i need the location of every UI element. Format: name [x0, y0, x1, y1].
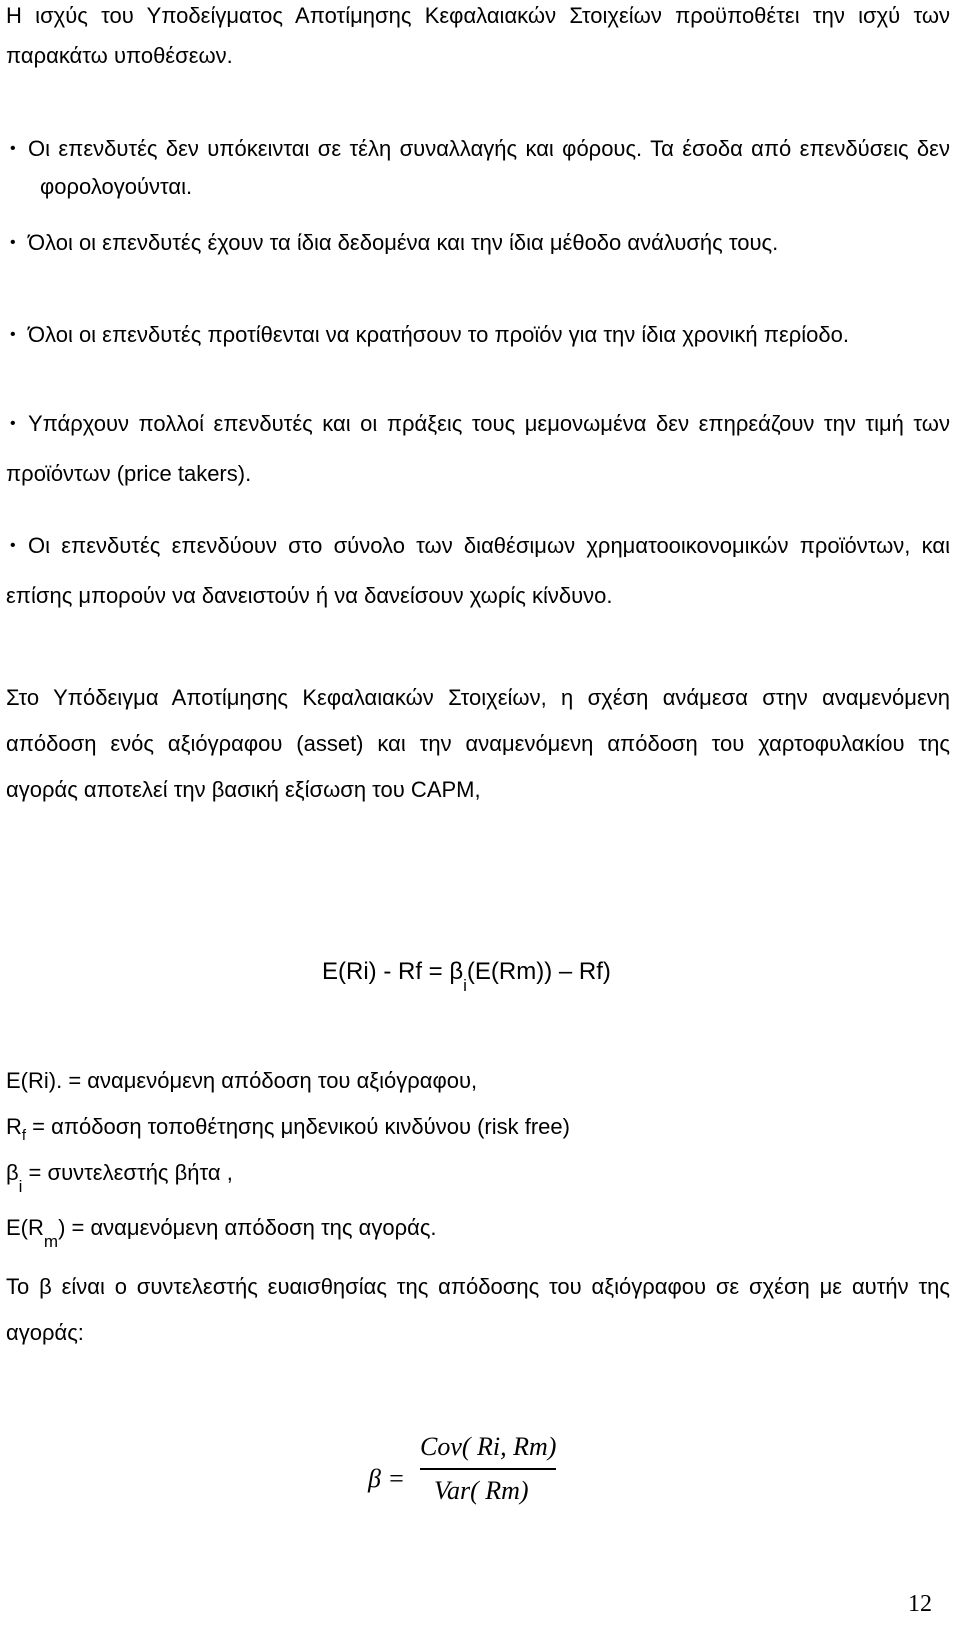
definition-symbol: β	[6, 1160, 19, 1185]
capm-formula-right: (E(Rm)) – Rf)	[466, 958, 611, 985]
beta-formula-numerator: Cov( Ri, Rm)	[420, 1432, 557, 1461]
definition-beta	[6, 1160, 233, 1196]
fraction-bar	[420, 1468, 556, 1470]
capm-paragraph-line-2: απόδοση ενός αξιόγραφου (asset) και την αναμενόμενη απόδοση του χαρτοφυλακίου της	[6, 731, 950, 756]
bullet-icon: •	[10, 415, 16, 432]
capm-formula-beta-subscript: i	[463, 976, 467, 995]
assumption-5-line-2: επίσης μπορούν να δανειστούν ή να δανείσουν χωρίς κίνδυνο.	[6, 583, 613, 608]
capm-paragraph-line-1: Στο Υπόδειγμα Αποτίμησης Κεφαλαιακών Στοιχείων, η σχέση ανάμεσα στην αναμενόμενη	[6, 685, 950, 710]
definition-subscript: i	[18, 1177, 23, 1196]
definition-subscript: f	[21, 1127, 27, 1144]
definition-text: = συντελεστής βήτα ,	[22, 1160, 233, 1185]
assumption-3	[6, 322, 849, 348]
assumption-3-text: Όλοι οι επενδυτές προτίθενται να κρατήσουν το προϊόν για την ίδια χρονική περίοδο.	[28, 322, 849, 347]
capm-paragraph-line-3: αγοράς αποτελεί την βασική εξίσωση του CAPM,	[6, 777, 481, 802]
bullet-icon: •	[10, 537, 16, 554]
assumption-2	[6, 230, 778, 256]
intro-line-2: παρακάτω υποθέσεων.	[6, 43, 233, 68]
beta-formula-lhs: β =	[368, 1464, 405, 1493]
definition-expected-return	[6, 1068, 477, 1094]
definition-symbol: R	[6, 1114, 22, 1139]
bullet-icon: •	[10, 326, 16, 343]
intro-line-1: Η ισχύς του Υποδείγματος Αποτίμησης Κεφαλαιακών Στοιχείων προϋποθέτει την ισχύ των	[6, 3, 950, 28]
page-number: 12	[908, 1591, 932, 1617]
assumption-1-text: Οι επενδυτές δεν υπόκεινται σε τέλη συναλλαγής και φόρους. Τα έσοδα από επενδύσεις δεν	[28, 136, 950, 161]
assumption-1-line-2: φορολογούνται.	[40, 174, 193, 199]
definition-text: ) = αναμενόμενη απόδοση της αγοράς.	[58, 1215, 437, 1240]
definition-text: = αναμενόμενη απόδοση του αξιόγραφου,	[62, 1068, 478, 1093]
definition-risk-free	[6, 1114, 570, 1143]
assumption-1-line-1	[6, 136, 950, 162]
assumption-5-line-1	[6, 533, 950, 559]
definition-market-return	[6, 1215, 437, 1251]
beta-formula-denominator: Var( Rm)	[434, 1476, 529, 1505]
capm-formula	[322, 957, 611, 995]
bullet-icon: •	[10, 140, 16, 157]
assumption-5-text: Οι επενδυτές επενδύουν στο σύνολο των διαθέσιμων χρηματοοικονομικών προϊόντων, και	[28, 533, 950, 558]
definition-symbol: E(Ri).	[6, 1068, 63, 1093]
definition-subscript: m	[43, 1232, 59, 1251]
beta-paragraph-line-1: Το β είναι ο συντελεστής ευαισθησίας της απόδοσης του αξιόγραφου σε σχέση με αυτήν της	[6, 1274, 950, 1299]
beta-paragraph-line-2: αγοράς:	[6, 1320, 84, 1345]
capm-formula-left: E(Ri) - Rf = β	[322, 958, 464, 985]
definition-symbol: E(R	[6, 1215, 44, 1240]
assumption-4-text: Υπάρχουν πολλοί επενδυτές και οι πράξεις τους μεμονωμένα δεν επηρεάζουν την τιμή των	[28, 411, 950, 436]
definition-text: = απόδοση τοποθέτησης μηδενικού κινδύνου (risk free)	[26, 1114, 570, 1139]
bullet-icon: •	[10, 234, 16, 251]
assumption-4-line-2: προϊόντων (price takers).	[6, 461, 252, 486]
assumption-4-line-1	[6, 411, 950, 437]
assumption-2-text: Όλοι οι επενδυτές έχουν τα ίδια δεδομένα και την ίδια μέθοδο ανάλυσής τους.	[28, 230, 779, 255]
